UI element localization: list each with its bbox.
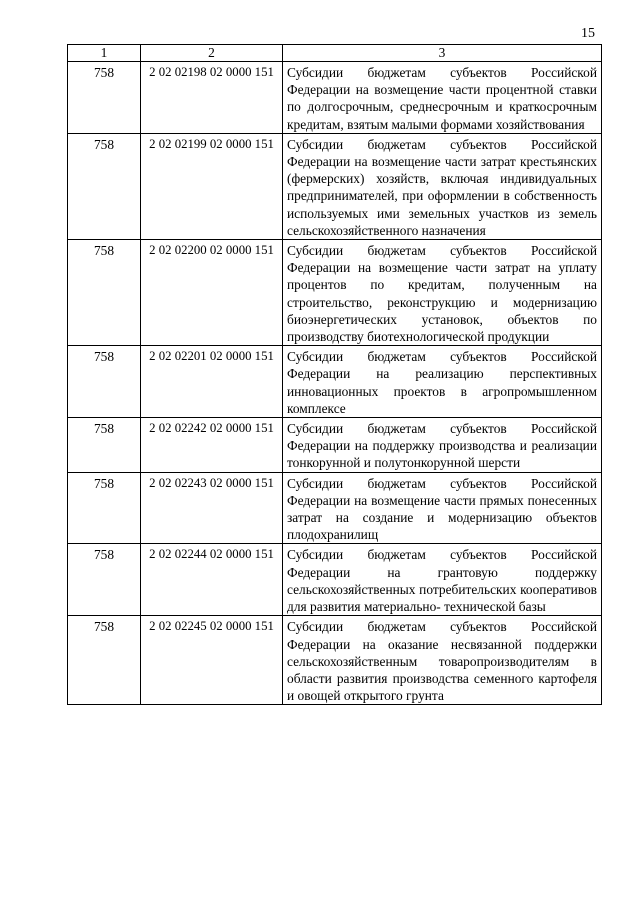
description-text: товаропроизводителям в области развития: [287, 653, 597, 686]
header-col-1: 1: [68, 45, 141, 62]
description-text: шерсти: [478, 455, 521, 471]
description-text: Федерации на возмещение части процентной: [287, 82, 554, 98]
revenue-code-cell: 2 02 02200 02 0000 151: [141, 240, 283, 346]
description-text: сельскохозяйственного назначения: [287, 222, 486, 238]
description-text: формами хозяйствования: [440, 116, 585, 132]
admin-code-cell: 758: [68, 418, 141, 473]
description-text: Федерации на оказание несвязанной: [287, 636, 522, 652]
description-text: Федерации на грантовую поддержку: [287, 564, 597, 580]
table-row: [68, 240, 602, 346]
description-text: открытого грунта: [343, 688, 444, 704]
description-text: Федерации на возмещение части затрат на: [287, 260, 551, 276]
description-cell: [283, 418, 602, 473]
revenue-code-cell: 2 02 02243 02 0000 151: [141, 472, 283, 544]
table-row: [68, 472, 602, 544]
header-row: [68, 45, 602, 62]
table-header: [68, 45, 602, 62]
description-text: краткосрочным кредитам, взятым малыми: [287, 99, 597, 132]
budget-classification-table: [67, 44, 602, 705]
description-text: крестьянских (фермерских) хозяйств, включая: [287, 154, 597, 187]
description-text: на строительство, реконструкцию и: [287, 277, 597, 310]
description-text: Субсидии бюджетам субъектов Российской: [287, 136, 597, 152]
header-col-2: 2: [141, 45, 283, 62]
description-cell: [283, 133, 602, 239]
description-text: сельскохозяйственных потребительских: [287, 581, 517, 597]
page-number: 15: [581, 26, 595, 41]
revenue-code-cell: 2 02 02242 02 0000 151: [141, 418, 283, 473]
admin-code-cell: 758: [68, 346, 141, 418]
description-text: ими земельных участков из земель: [376, 205, 597, 221]
description-text: Субсидии бюджетам субъектов Российской: [287, 65, 597, 80]
description-text: биотехнологической продукции: [367, 329, 550, 345]
description-text: поддержки сельскохозяйственным: [287, 636, 597, 669]
description-cell: [283, 472, 602, 544]
description-text: Федерации на реализацию перспективных: [287, 366, 597, 382]
revenue-code-cell: 2 02 02199 02 0000 151: [141, 133, 283, 239]
description-text: Субсидии бюджетам субъектов Российской: [287, 619, 597, 635]
admin-code-cell: 758: [68, 62, 141, 134]
description-cell: [283, 616, 602, 705]
revenue-code-cell: 2 02 02198 02 0000 151: [141, 62, 283, 134]
description-text: Субсидии бюджетам субъектов Российской: [287, 243, 597, 259]
description-text: объектов по производству: [287, 311, 597, 345]
admin-code-cell: 758: [68, 544, 141, 616]
description-text: уплату процентов по кредитам, полученным: [287, 260, 597, 293]
table-row: [68, 418, 602, 473]
table-row: [68, 616, 602, 705]
description-text: Субсидии бюджетам субъектов Российской: [287, 349, 597, 365]
description-text: модернизацию объектов плодохранилищ: [287, 510, 597, 543]
description-text: оформлении в собственность используемых: [287, 188, 597, 221]
admin-code-cell: 758: [68, 472, 141, 544]
description-text: понесенных затрат на создание и: [287, 492, 597, 526]
description-cell: [283, 544, 602, 616]
description-text: инновационных проектов в: [287, 383, 467, 399]
description-text: реализации тонкорунной и полутонкорунной: [287, 438, 597, 471]
table-body: [68, 62, 602, 705]
description-text: кооперативов для развития материально-: [287, 581, 597, 615]
revenue-code-cell: 2 02 02245 02 0000 151: [141, 616, 283, 705]
table-row: [68, 346, 602, 418]
revenue-code-cell: 2 02 02244 02 0000 151: [141, 544, 283, 616]
admin-code-cell: 758: [68, 616, 141, 705]
description-text: ставки по долгосрочным, среднесрочным и: [287, 82, 597, 115]
description-text: Федерации на возмещение части затрат: [287, 154, 516, 170]
table-row: [68, 544, 602, 616]
description-text: Субсидии бюджетам субъектов Российской: [287, 475, 597, 491]
description-text: индивидуальных предпринимателей, при: [287, 171, 597, 204]
table-row: [68, 133, 602, 239]
description-cell: [283, 240, 602, 346]
admin-code-cell: 758: [68, 133, 141, 239]
description-text: технической базы: [444, 599, 546, 615]
admin-code-cell: 758: [68, 240, 141, 346]
description-cell: [283, 62, 602, 134]
description-text: Субсидии бюджетам субъектов Российской: [287, 421, 597, 437]
header-col-3: 3: [283, 45, 602, 62]
description-text: агропромышленном комплексе: [287, 383, 597, 416]
description-text: Федерации на поддержку производства и: [287, 438, 527, 454]
description-text: Федерации на возмещение части прямых: [287, 492, 524, 508]
description-text: производства семенного картофеля и овощей: [287, 670, 597, 704]
revenue-code-cell: 2 02 02201 02 0000 151: [141, 346, 283, 418]
description-text: модернизацию биоэнергетических установок,: [287, 294, 597, 327]
description-cell: [283, 346, 602, 418]
description-text: Субсидии бюджетам субъектов Российской: [287, 547, 597, 563]
table-row: [68, 62, 602, 134]
